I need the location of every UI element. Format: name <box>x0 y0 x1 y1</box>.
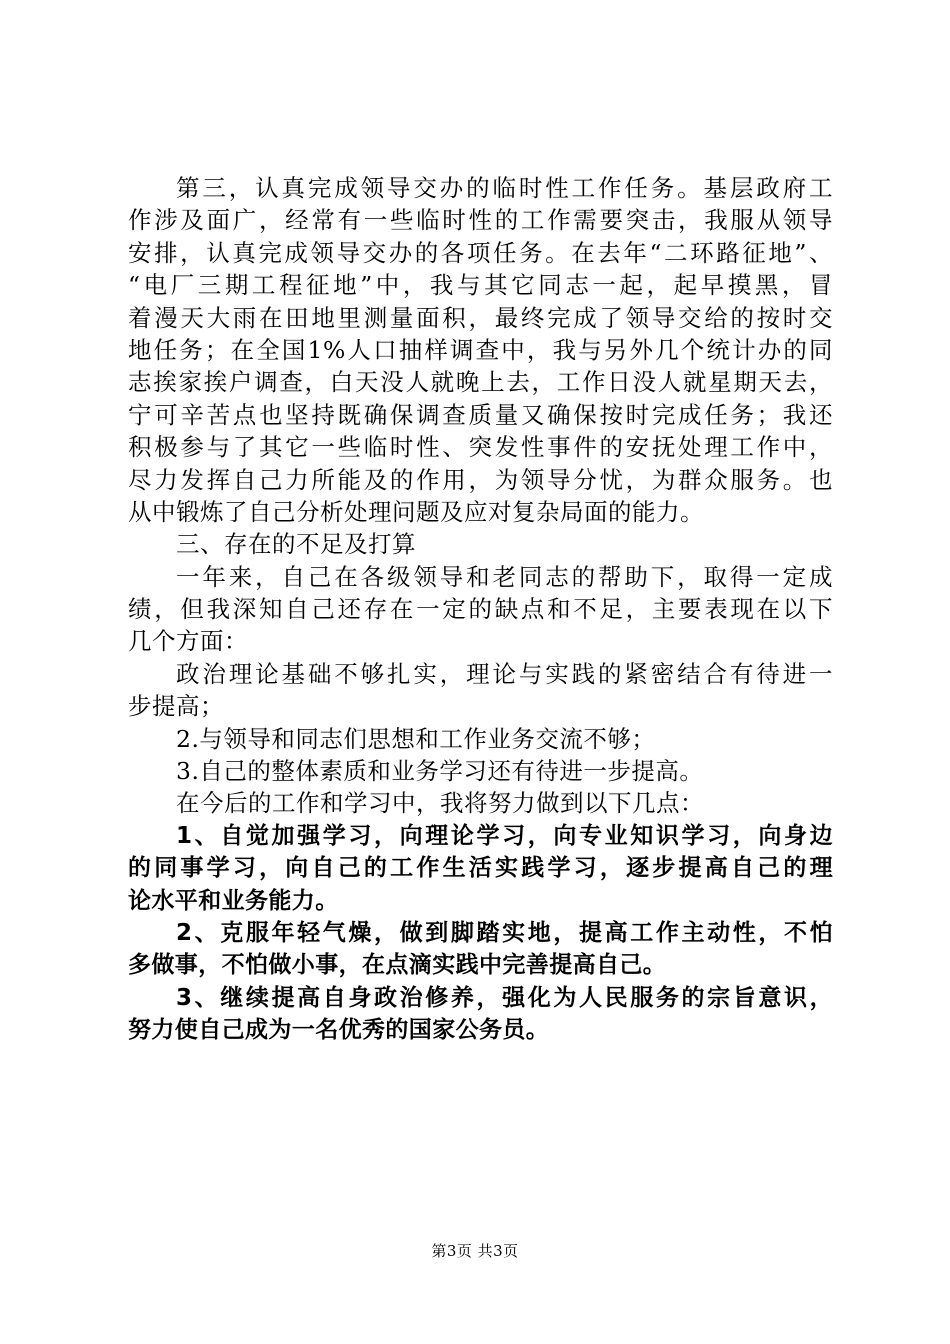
text-line: 着漫天大雨在田地里测量面积，最终完成了领导交给的按时交 <box>128 303 833 332</box>
text-line: 志挨家挨户调查，白天没人就晚上去，工作日没人就星期天去， <box>128 368 833 397</box>
text-line: 的同事学习，向自己的工作生活实践学习，逐步提高自己的理 <box>128 855 833 882</box>
heading-text: 三、存在的不足及打算 <box>176 530 416 559</box>
text-line: 2、克服年轻气燥，做到脚踏实地，提高工作主动性，不怕 <box>176 919 833 946</box>
plan-item-3 <box>128 982 833 1047</box>
text-line: 积极参与了其它一些临时性、突发性事件的安抚处理工作中， <box>128 433 833 462</box>
paragraph-shortcomings-intro <box>128 561 833 658</box>
section-heading <box>128 528 833 560</box>
text-line: 绩，但我深知自己还存在一定的缺点和不足，主要表现在以下 <box>128 595 833 624</box>
text-line: 从中锻炼了自己分析处理问题及应对复杂局面的能力。 <box>128 497 704 526</box>
plan-item-1 <box>128 820 833 917</box>
text-line: 步提高； <box>128 692 224 721</box>
paragraph-shortcoming-2 <box>128 723 833 755</box>
text-line: 努力使自己成为一名优秀的国家公务员。 <box>128 1017 550 1044</box>
text-line: 在今后的工作和学习中，我将努力做到以下几点： <box>176 789 704 818</box>
text-line: 论水平和业务能力。 <box>128 887 339 914</box>
paragraph-shortcoming-3 <box>128 755 833 787</box>
paragraph-shortcoming-1 <box>128 658 833 723</box>
text-line: 作涉及面广，经常有一些临时性的工作需要突击，我服从领导 <box>128 206 833 235</box>
text-line: 第三，认真完成领导交办的临时性工作任务。基层政府工 <box>176 174 833 202</box>
plan-item-2 <box>128 917 833 982</box>
paragraph-temporary-tasks <box>128 172 833 528</box>
text-line: 几个方面： <box>128 627 248 656</box>
text-line: 政治理论基础不够扎实，理论与实践的紧密结合有待进一 <box>176 659 833 688</box>
text-line: 尽力发挥自己力所能及的作用，为领导分忧，为群众服务。也 <box>128 465 833 494</box>
text-line: 2.与领导和同志们思想和工作业务交流不够； <box>176 724 656 753</box>
text-line: 宁可辛苦点也坚持既确保调查质量又确保按时完成任务；我还 <box>128 400 833 429</box>
text-line: 多做事，不怕做小事，在点滴实践中完善提高自己。 <box>128 952 667 979</box>
text-line: 3、继续提高自身政治修养，强化为人民服务的宗旨意识， <box>176 984 833 1011</box>
text-line: 3.自己的整体素质和业务学习还有待进一步提高。 <box>176 757 704 786</box>
text-line: “电厂三期工程征地”中，我与其它同志一起，起早摸黑，冒 <box>128 271 833 300</box>
page-number-footer: 第3页 共3页 <box>431 1242 519 1260</box>
text-line: 1、自觉加强学习，向理论学习，向专业知识学习，向身边 <box>176 822 833 849</box>
text-line: 一年来，自己在各级领导和老同志的帮助下，取得一定成 <box>176 562 833 591</box>
document-body <box>128 172 833 1047</box>
text-line: 安排，认真完成领导交办的各项任务。在去年“二环路征地”、 <box>128 238 833 267</box>
text-line: 地任务；在全国1%人口抽样调查中，我与另外几个统计办的同 <box>128 335 833 364</box>
paragraph-plans-intro <box>128 787 833 819</box>
